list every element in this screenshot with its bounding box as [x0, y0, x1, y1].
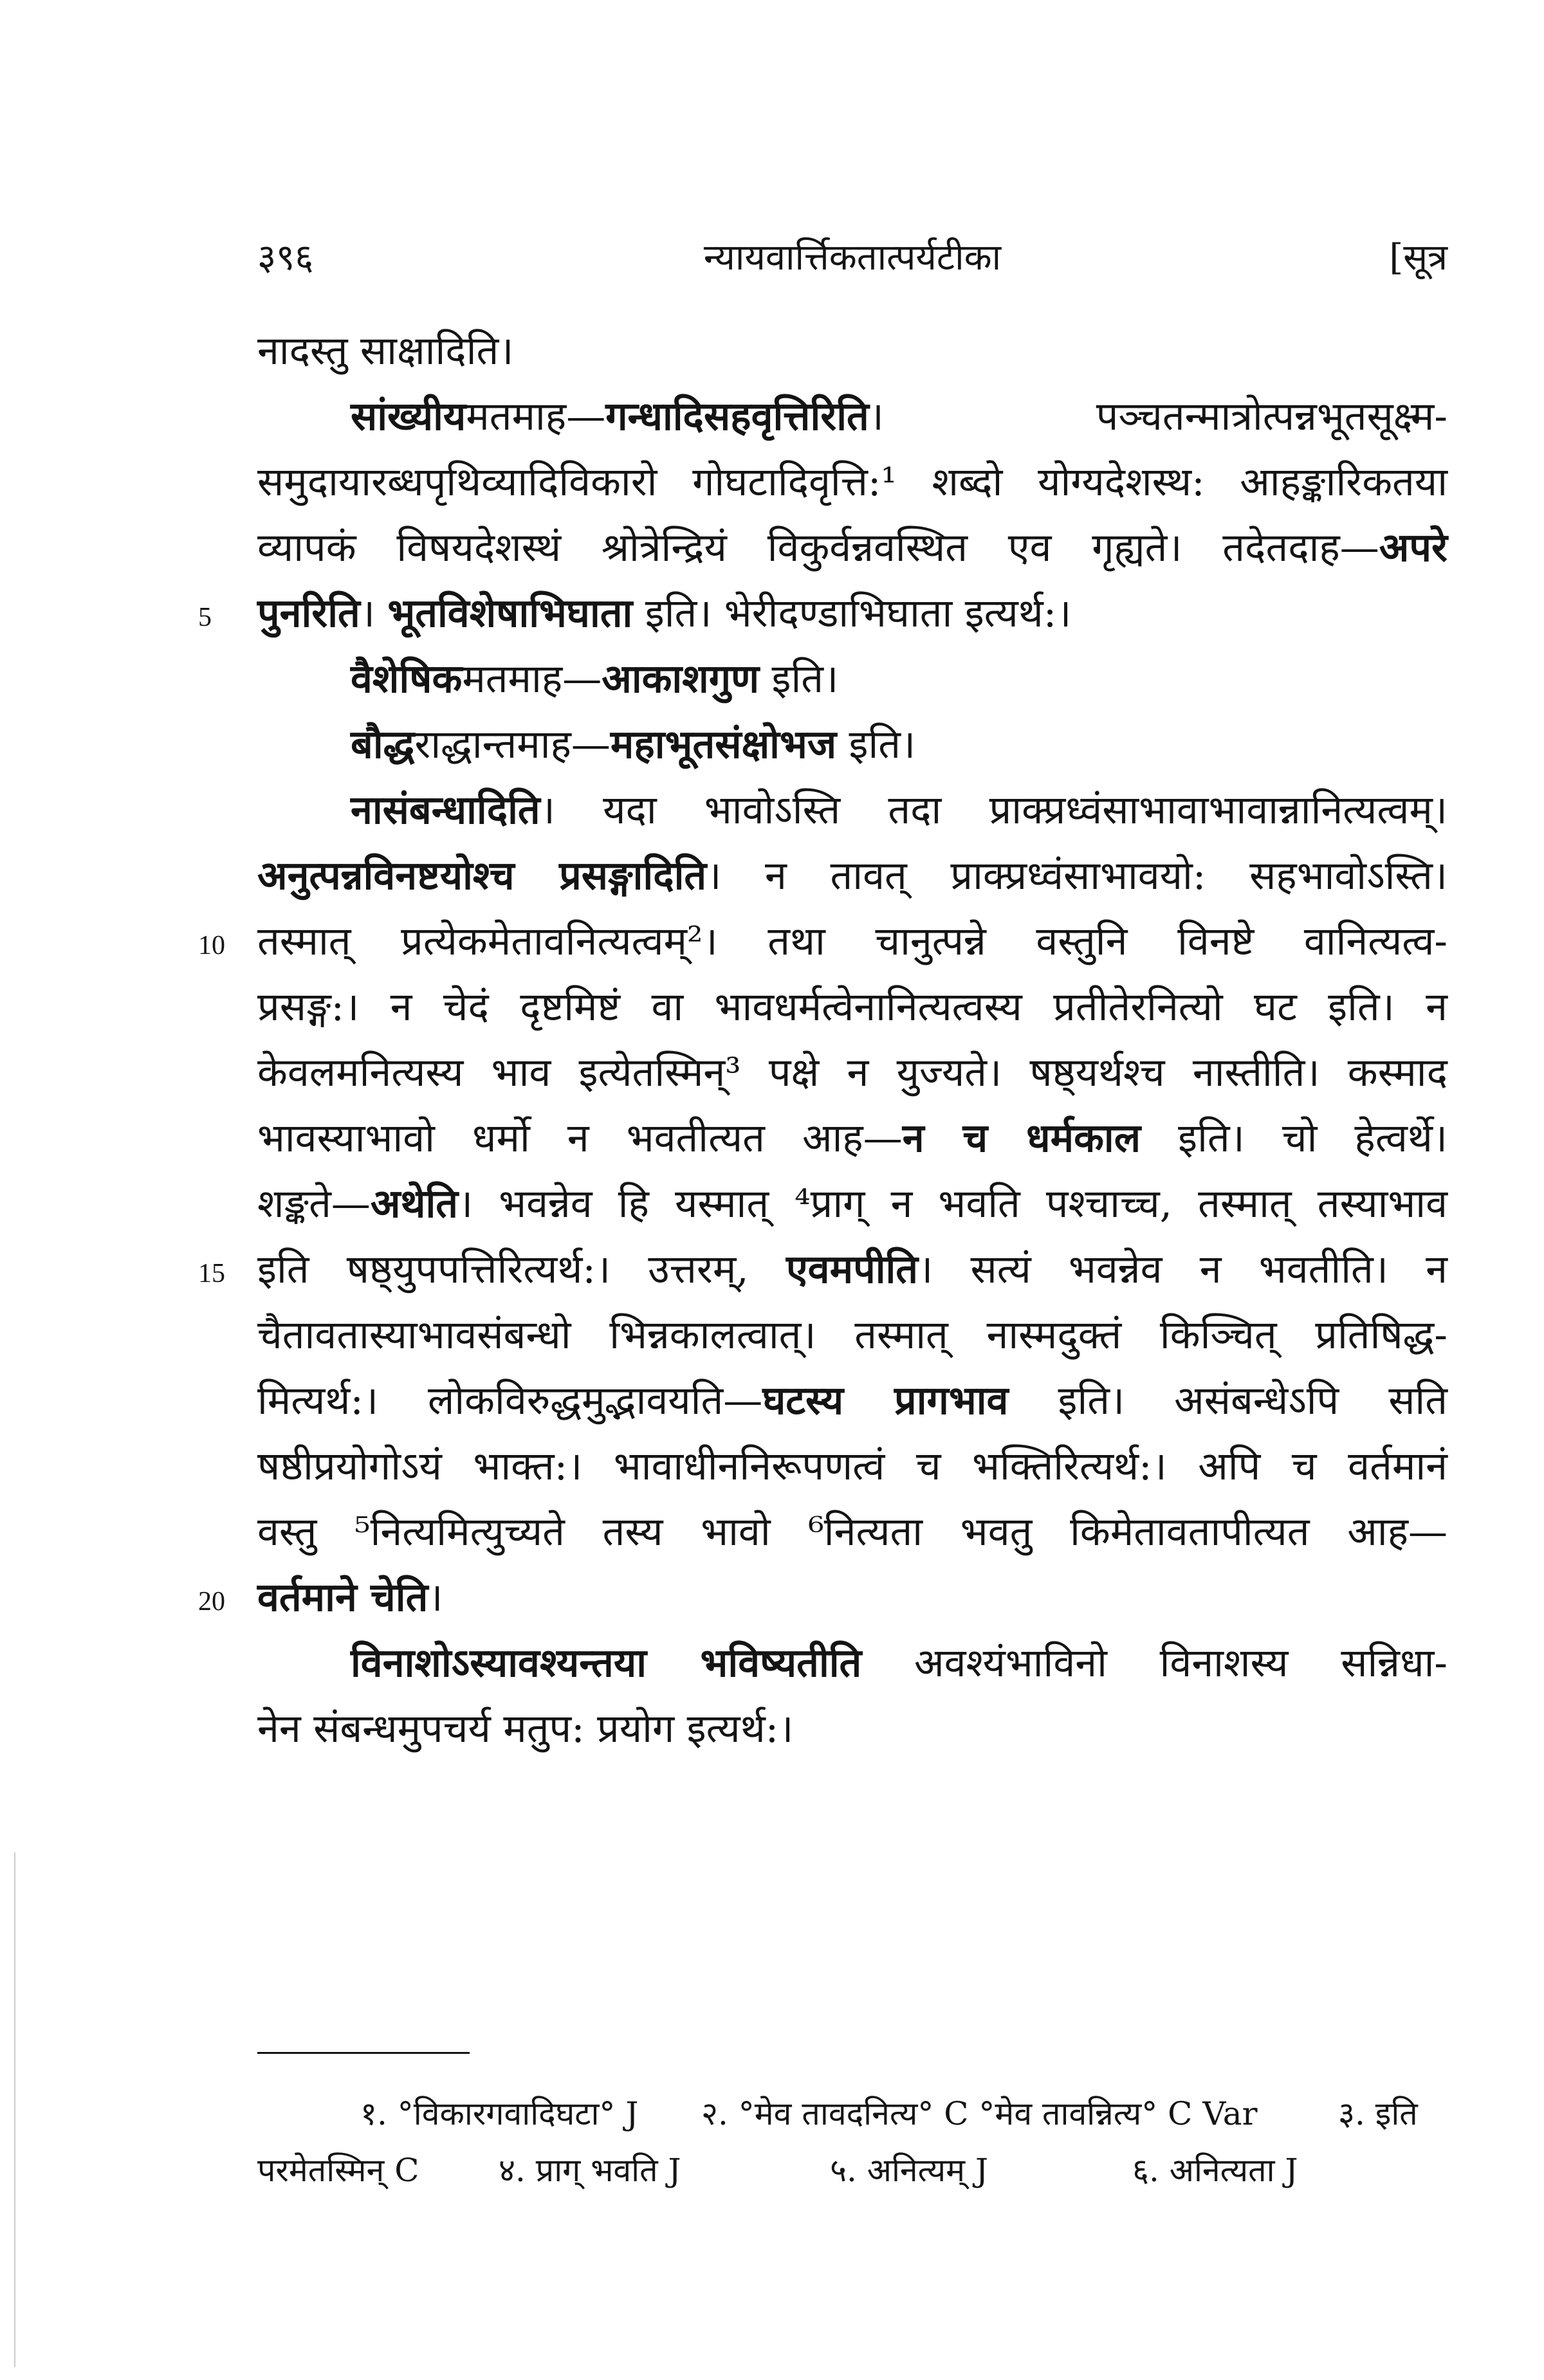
line-number: 5: [198, 603, 212, 632]
scan-margin-line: [14, 1853, 15, 2367]
bold-term: अथेति: [370, 1181, 459, 1227]
line-text: राद्धान्तमाह—: [414, 722, 611, 767]
line-text: मतमाह—: [462, 656, 602, 702]
bold-term: महाभूतसंक्षोभज: [610, 722, 837, 767]
bold-term: पुनरिति: [257, 590, 360, 636]
section-marker: [सूत्र: [1389, 237, 1448, 279]
bold-term: वर्तमाने चेति: [257, 1575, 428, 1620]
text-line: [198, 581, 1448, 646]
line-number: 20: [198, 1587, 225, 1616]
running-header: [257, 232, 1448, 283]
line-text: । न तावत् प्राक्प्रध्वंसाभावयो: सहभावोऽस्ति।: [706, 853, 1448, 899]
text-line: [198, 909, 1448, 975]
line-text: इति।: [759, 656, 839, 702]
footnote-4: ४. प्राग् भवति J: [499, 2152, 681, 2189]
line-text: इति। असंबन्धेऽपि सति: [1008, 1378, 1448, 1423]
line-number: 15: [198, 1259, 225, 1288]
text-line: [257, 778, 1448, 843]
text-line: [257, 1696, 1448, 1762]
text-line: [257, 515, 1448, 581]
line-text: । यदा भावोऽस्ति तदा प्राक्प्रध्वंसाभावाभावान्नानित्यत्वम्।: [540, 787, 1448, 833]
page-number: ३९६: [257, 237, 314, 279]
text-line: [257, 1368, 1448, 1434]
footnote-6: ६. अनित्यता J: [1132, 2152, 1298, 2189]
text-line: [257, 318, 1448, 384]
line-text: वस्तु ⁵नित्यमित्युच्यते तस्य भावो ⁶नित्यता भवतु किमेतावतापीत्यत आह—: [257, 1509, 1448, 1555]
line-text: व्यापकं विषयदेशस्थं श्रोत्रेन्द्रियं विकुर्वन्नवस्थित एव गृह्यते। तदेतदाह—: [257, 525, 1379, 571]
bold-term: विनाशोऽस्यावश्यन्तया भविष्यतीति: [351, 1640, 862, 1686]
footnote-rule: [257, 2052, 470, 2054]
footnote-2: २. °मेव तावदनित्य° C °मेव तावन्नित्य° C Var: [701, 2095, 1258, 2132]
text-line: [257, 1434, 1448, 1499]
text-line: [198, 1565, 1448, 1631]
text-line: [257, 384, 1448, 450]
line-text: इति। चो हेत्वर्थे।: [1141, 1115, 1448, 1161]
line-number: 10: [198, 931, 225, 960]
footnote-1: १. °विकारगवादिघटा° J: [360, 2095, 639, 2132]
running-title: न्यायवार्त्तिकतात्पर्यटीका: [703, 237, 1002, 279]
line-text: इति षष्ठ्युपपत्तिरित्यर्थ:। उत्तरम्,: [257, 1247, 786, 1292]
commentary-text: [198, 318, 1448, 1762]
text-line: [257, 1106, 1448, 1171]
text-line: [257, 712, 1448, 778]
bold-term: बौद्ध: [351, 722, 415, 767]
text-line: [257, 646, 1448, 712]
line-text: तस्मात् प्रत्येकमेतावनित्यत्वम्²। तथा चानुत्पन्ने वस्तुनि विनष्टे वानित्यत्व-: [257, 919, 1448, 964]
line-text: समुदायारब्धपृथिव्यादिविकारो गोघटादिवृत्ति:¹ शब्दो योग्यदेशस्थ: आहङ्कारिकतया: [257, 459, 1448, 505]
bold-term: गन्धादिसहवृत्तिरिति: [605, 394, 869, 439]
text-line: [257, 1303, 1448, 1368]
bold-term: नासंबन्धादिति: [351, 787, 540, 833]
line-text: इति।: [836, 722, 916, 767]
bold-term: भूतविशेषाभिघाता: [387, 590, 633, 636]
text-line: [198, 1237, 1448, 1303]
line-text: शङ्कते—: [257, 1181, 371, 1227]
bold-term: एवमपीति: [786, 1247, 919, 1292]
text-line: [257, 1171, 1448, 1237]
bold-term: सांख्यीय: [351, 394, 466, 439]
line-text: केवलमनित्यस्य भाव इत्येतस्मिन्³ पक्षे न युज्यते। षष्ठ्यर्थश्च नास्तीति। कस्माद: [257, 1050, 1448, 1095]
line-text: मित्यर्थ:। लोकविरुद्धमुद्भावयति—: [257, 1378, 763, 1423]
line-text: ।: [360, 590, 388, 636]
footnote-3-continued: परमेतस्मिन् C: [257, 2152, 419, 2189]
text-line: [257, 843, 1448, 909]
text-line: [257, 1040, 1448, 1106]
bold-term: आकाशगुण: [602, 656, 760, 702]
bold-term: अपरे: [1379, 525, 1448, 571]
line-text: ।: [428, 1575, 443, 1620]
footnote-5: ५. अनित्यम् J: [830, 2152, 989, 2189]
line-text: अवश्यंभाविनो विनाशस्य सन्निधा-: [861, 1640, 1448, 1686]
footnote-3: ३. इति: [1338, 2095, 1418, 2132]
line-text: प्रसङ्ग:। न चेदं दृष्टमिष्टं वा भावधर्मत्वेनानित्यत्वस्य प्रतीतेरनित्यो घट इति। न: [257, 984, 1448, 1030]
line-text: चैतावतास्याभावसंबन्धो भिन्नकालत्वात्। तस्मात् नास्मदुक्तं किञ्चित् प्रतिषिद्ध-: [257, 1312, 1448, 1358]
bold-term: घटस्य प्रागभाव: [762, 1378, 1009, 1423]
line-text: मतमाह—: [466, 394, 606, 439]
line-text: । पञ्चतन्मात्रोत्पन्नभूतसूक्ष्म-: [868, 394, 1448, 439]
text-line: [257, 1499, 1448, 1565]
line-text: षष्ठीप्रयोगोऽयं भाक्त:। भावाधीननिरूपणत्वं च भक्तिरित्यर्थ:। अपि च वर्तमानं: [257, 1443, 1448, 1489]
line-text: नादस्तु साक्षादिति।: [257, 328, 514, 374]
line-text: । भवन्नेव हि यस्मात् ⁴प्राग् न भवति पश्चाच्च, तस्मात् तस्याभाव: [458, 1181, 1448, 1227]
text-line: [257, 450, 1448, 515]
line-text: भावस्याभावो धर्मो न भवतीत्यत आह—: [257, 1115, 903, 1161]
bold-term: अनुत्पन्नविनष्टयोश्च प्रसङ्गादिति: [257, 853, 707, 899]
bold-term: न च धर्मकाल: [902, 1115, 1141, 1161]
bold-term: वैशेषिक: [351, 656, 463, 702]
line-text: नेन संबन्धमुपचर्य मतुप: प्रयोग इत्यर्थ:।: [257, 1706, 794, 1752]
text-line: [257, 1631, 1448, 1696]
text-line: [257, 975, 1448, 1040]
line-text: । सत्यं भवन्नेव न भवतीति। न: [918, 1247, 1448, 1292]
line-text: इति। भेरीदण्डाभिघाता इत्यर्थ:।: [632, 590, 1072, 636]
